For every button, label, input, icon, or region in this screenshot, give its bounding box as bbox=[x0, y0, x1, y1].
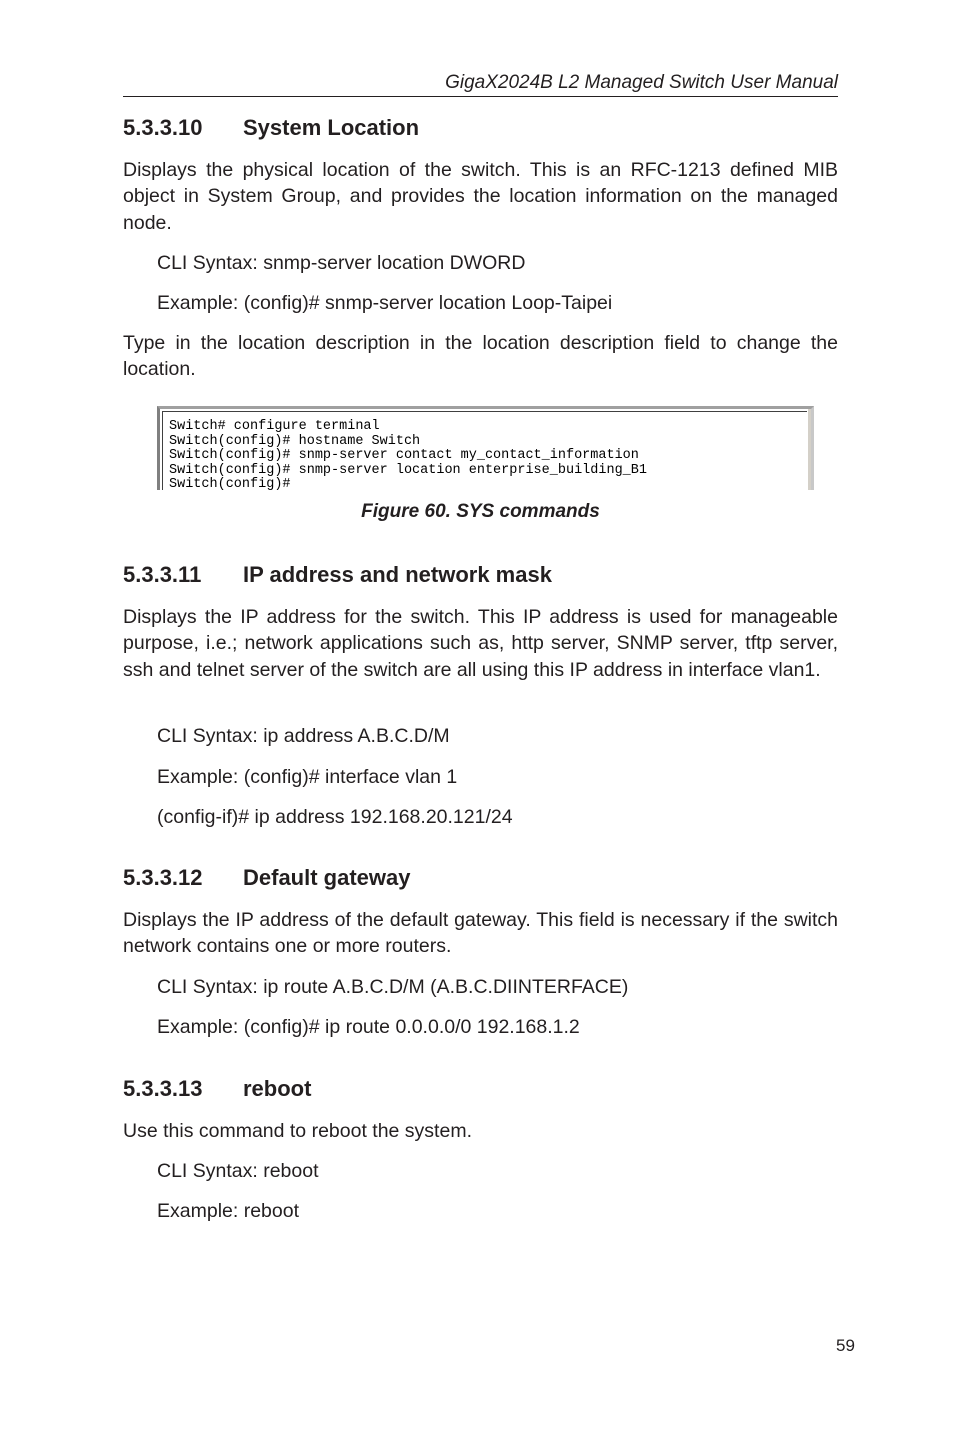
cli-example: Example: (config)# ip route 0.0.0.0/0 192.168.1.2 bbox=[157, 1016, 580, 1038]
terminal-line: Switch# configure terminal bbox=[169, 419, 380, 434]
terminal-line: Switch(config)# snmp-server location enterprise_building_B1 bbox=[169, 462, 647, 478]
section-heading-default-gateway bbox=[123, 865, 411, 891]
terminal-line: Switch(config)# hostname Switch bbox=[169, 433, 421, 449]
section-number: 5.3.3.13 bbox=[123, 1076, 203, 1101]
terminal-output bbox=[169, 420, 647, 490]
page-number: 59 bbox=[836, 1336, 855, 1355]
section-number: 5.3.3.10 bbox=[123, 115, 203, 140]
terminal-screenshot bbox=[157, 406, 814, 490]
terminal-scrollbar-edge bbox=[808, 409, 811, 490]
section-note: Type in the location description in the location description field to change the location. bbox=[123, 332, 838, 381]
cli-syntax: CLI Syntax: ip route A.B.C.D/M (A.B.C.DIINTERFACE) bbox=[157, 976, 629, 998]
section-heading-system-location bbox=[123, 115, 419, 141]
cli-syntax: CLI Syntax: reboot bbox=[157, 1160, 319, 1182]
cli-example: Example: reboot bbox=[157, 1200, 299, 1222]
section-heading-ip-address bbox=[123, 562, 552, 588]
running-header: GigaX2024B L2 Managed Switch User Manual bbox=[123, 72, 838, 97]
section-title: Default gateway bbox=[243, 865, 411, 890]
section-title: System Location bbox=[243, 115, 420, 140]
section-number: 5.3.3.12 bbox=[123, 865, 203, 890]
section-description: Displays the IP address of the default gateway. This field is necessary if the switch network contains one or more routers. bbox=[123, 909, 838, 958]
section-title: IP address and network mask bbox=[243, 562, 552, 587]
cli-example-continued: (config-if)# ip address 192.168.20.121/24 bbox=[157, 806, 513, 828]
section-description: Use this command to reboot the system. bbox=[123, 1120, 472, 1142]
cli-syntax: CLI Syntax: snmp-server location DWORD bbox=[157, 252, 526, 274]
section-description: Displays the IP address for the switch. This IP address is used for manageable purpose, i.e.; network applications such as, http server, SNMP server, tftp server, ssh and telnet server of the switch are all using this IP address in interface vlan1. bbox=[123, 606, 838, 681]
section-description: Displays the physical location of the switch. This is an RFC-1213 defined MIB object in System Group, and provides the location information on the managed node. bbox=[123, 159, 838, 234]
terminal-frame bbox=[162, 411, 807, 490]
terminal-line: Switch(config)# bbox=[169, 477, 291, 490]
terminal-line: Switch(config)# snmp-server contact my_contact_information bbox=[169, 448, 639, 463]
cli-example: Example: (config)# snmp-server location Loop-Taipei bbox=[157, 292, 613, 314]
section-number: 5.3.3.11 bbox=[123, 562, 202, 587]
cli-syntax: CLI Syntax: ip address A.B.C.D/M bbox=[157, 725, 450, 747]
figure-caption: Figure 60. SYS commands bbox=[361, 501, 600, 522]
cli-example: Example: (config)# interface vlan 1 bbox=[157, 766, 458, 788]
section-title: reboot bbox=[243, 1076, 312, 1101]
section-heading-reboot bbox=[123, 1076, 311, 1102]
